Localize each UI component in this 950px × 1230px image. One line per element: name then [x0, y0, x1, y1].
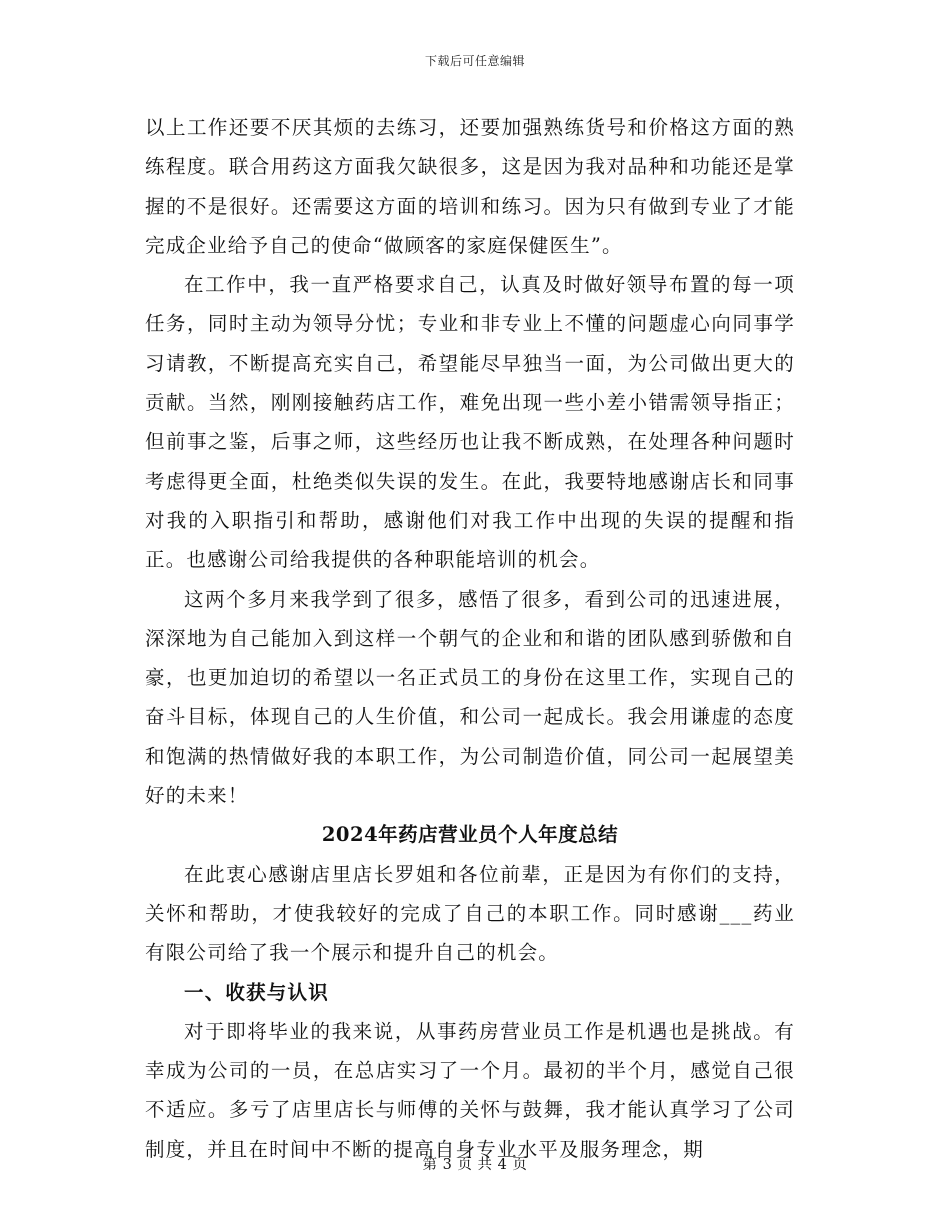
- page-header-note: 下载后可任意编辑: [424, 54, 525, 68]
- section-title: 2024年药店营业员个人年度总结: [321, 823, 619, 847]
- document-body: [145, 108, 795, 1169]
- page-number-footer: 第 3 页 共 4 页: [422, 1157, 528, 1173]
- paragraph-2: 在工作中，我一直严格要求自己，认真及时做好领导布置的每一项任务，同时主动为领导分忧；专业和非专业上不懂的问题虚心向同事学习请教，不断提高充实自己，希望能尽早独当一面，为公司做出更大的贡献。当然，刚刚接触药店工作，难免出现一些小差小错需领导指正；但前事之鉴，后事之师，这些经历也让我不断成熟，在处理各种问题时考虑得更全面，杜绝类似失误的发生。在此，我要特地感谢店长和同事对我的入职指引和帮助，感谢他们对我工作中出现的失误的提醒和指正。也感谢公司给我提供的各种职能培训的机会。: [145, 273, 795, 572]
- section-intro-paragraph: 在此衷心感谢店里店长罗姐和各位前辈，正是因为有你们的支持，关怀和帮助，才使我较好的完成了自己的本职工作。同时感谢___药业有限公司给了我一个展示和提升自己的机会。: [145, 862, 795, 965]
- paragraph-1: 以上工作还要不厌其烦的去练习，还要加强熟练货号和价格这方面的熟练程度。联合用药这方面我欠缺很多，这是因为我对品种和功能还是掌握的不是很好。还需要这方面的培训和练习。因为只有做到专业了才能完成企业给予自己的使命“做顾客的家庭保健医生”。: [145, 116, 795, 257]
- section-body-paragraph: 对于即将毕业的我来说，从事药房营业员工作是机遇也是挑战。有幸成为公司的一员，在总店实习了一个月。最初的半个月，感觉自己很不适应。多亏了店里店长与师傅的关怀与鼓舞，我才能认真学习了公司制度，并且在时间中不断的提高自身专业水平及服务理念，期: [145, 1019, 795, 1161]
- paragraph-3: 这两个多月来我学到了很多，感悟了很多，看到公司的迅速进展，深深地为自己能加入到这样一个朝气的企业和和谐的团队感到骄傲和自豪，也更加迫切的希望以一名正式员工的身份在这里工作，实现自己的奋斗目标，体现自己的人生价值，和公司一起成长。我会用谦虚的态度和饱满的热情做好我的本职工作，为公司制造价值，同公司一起展望美好的未来！: [145, 587, 795, 808]
- subheading-gains: 一、收获与认识: [184, 980, 329, 1004]
